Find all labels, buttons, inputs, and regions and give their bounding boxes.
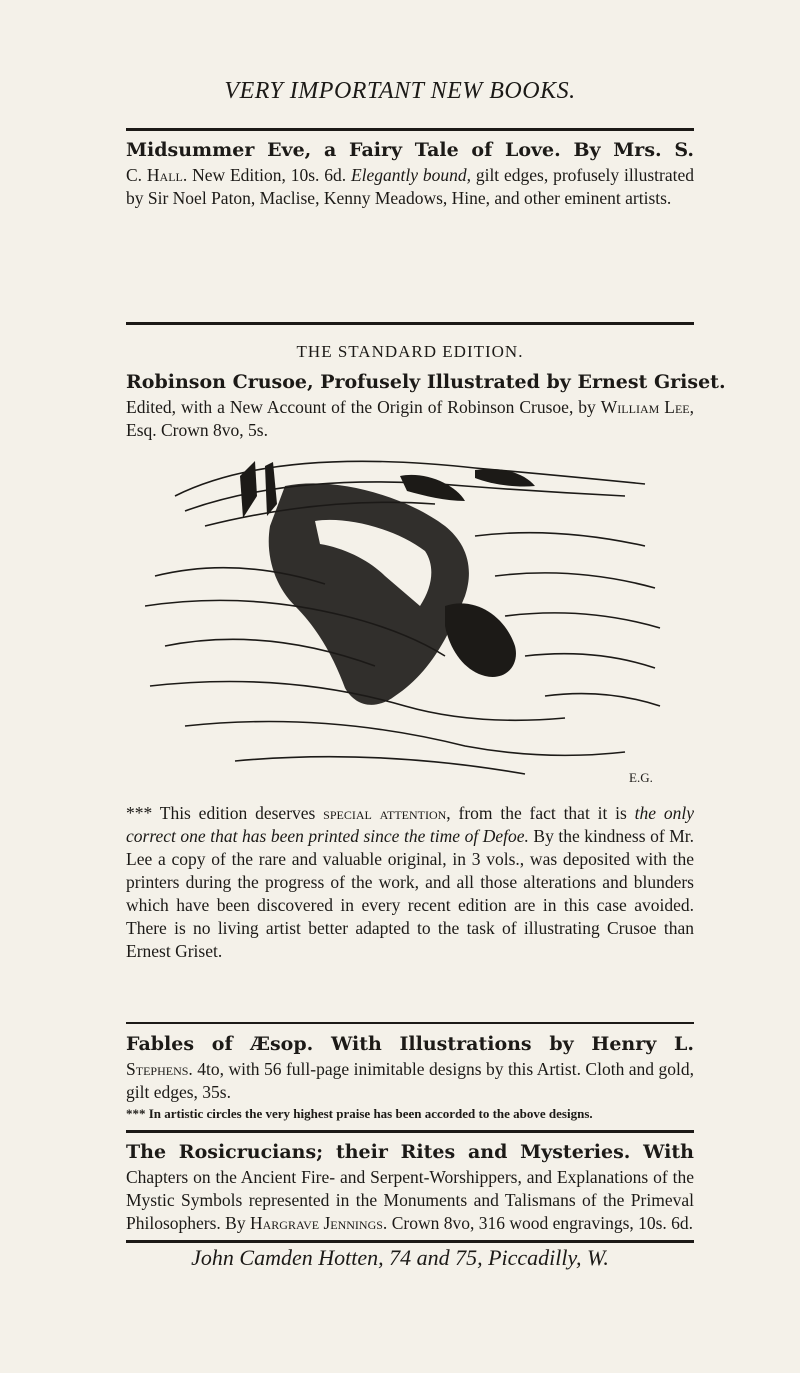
robinson-note (126, 802, 694, 963)
standard-edition-label: THE STANDARD EDITION. (296, 342, 524, 361)
special-attention: special attention, (323, 803, 451, 823)
entry-note (126, 802, 694, 963)
entry-title: Robinson Crusoe, Profusely Illustrated by Ernest Griset. (126, 371, 726, 393)
crusoe-illustration (145, 456, 665, 786)
entry-title: Fables of Æsop. With Illustrations by Henry L. (126, 1033, 694, 1055)
entry-text: Crown 8vo, 316 wood engravings, 10s. 6d. (387, 1213, 694, 1233)
illustration-signature: E.G. (629, 770, 653, 785)
entry-rosicrucians (126, 1138, 694, 1235)
entry-note: *** In artistic circles the very highest praise has been accorded to the above designs. (126, 1106, 593, 1121)
entry-description (126, 164, 694, 210)
author-name: William Lee, (600, 397, 694, 417)
page-header: VERY IMPORTANT NEW BOOKS. (224, 78, 576, 104)
entry-robinson-crusoe (126, 368, 726, 442)
header-rule (126, 128, 694, 131)
footer-rule (126, 1240, 694, 1243)
author-name: C. Hall. (126, 165, 188, 185)
entry-text: Chapters on the Ancient Fire- and Serpent-Worshippers, and Explanations of the Mystic Symbols represented in the Monuments and Talismans of the Primeval Philosophers. By (126, 1167, 694, 1233)
entry-text: from the fact that it is (450, 803, 635, 823)
entry-title: Midsummer Eve, a Fairy Tale of Love. By Mrs. S. (126, 139, 694, 161)
author-name: Hargrave Jennings. (249, 1213, 388, 1233)
entry-text: *** This edition deserves (126, 803, 324, 823)
entry-text: By the kindness of Mr. Lee a copy of the rare and valuable original, in 3 vols., was deposited with the printers during the progress of the work, and all those alterations and blunders which have been discovered in every recent edition are in this case avoided. There is no living artist better adapted to the task of illustrating Crusoe than Ernest Griset. (126, 826, 694, 961)
entry-description (126, 396, 694, 442)
binding-note: Elegantly bound, (350, 165, 471, 185)
divider-rule (126, 1022, 694, 1024)
divider-rule (126, 322, 694, 325)
italic-claim: the only correct one that has been printed since the time of Defoe. (126, 803, 694, 846)
entry-fables-of-aesop (126, 1030, 694, 1124)
entry-text: New Edition, 10s. 6d. (187, 165, 351, 185)
entry-title: The Rosicrucians; their Rites and Mysteries. With (126, 1141, 694, 1163)
entry-text: Edited, with a New Account of the Origin of Robinson Crusoe, by (126, 397, 601, 417)
entry-text: gilt edges, profusely illustrated by Sir Noel Paton, Maclise, Kenny Meadows, Hine, and other eminent artists. (126, 165, 694, 208)
entry-description (126, 1166, 694, 1235)
entry-text: 4to, with 56 full-page inimitable designs by this Artist. Cloth and gold, gilt edges, 35s. (126, 1059, 694, 1102)
divider-rule (126, 1130, 694, 1133)
author-name: Stephens. (126, 1059, 193, 1079)
entry-text: Esq. Crown 8vo, 5s. (126, 420, 268, 440)
entry-description (126, 1058, 694, 1104)
entry-midsummer-eve (126, 136, 694, 210)
publisher-imprint: John Camden Hotten, 74 and 75, Piccadilly, W. (191, 1245, 609, 1270)
